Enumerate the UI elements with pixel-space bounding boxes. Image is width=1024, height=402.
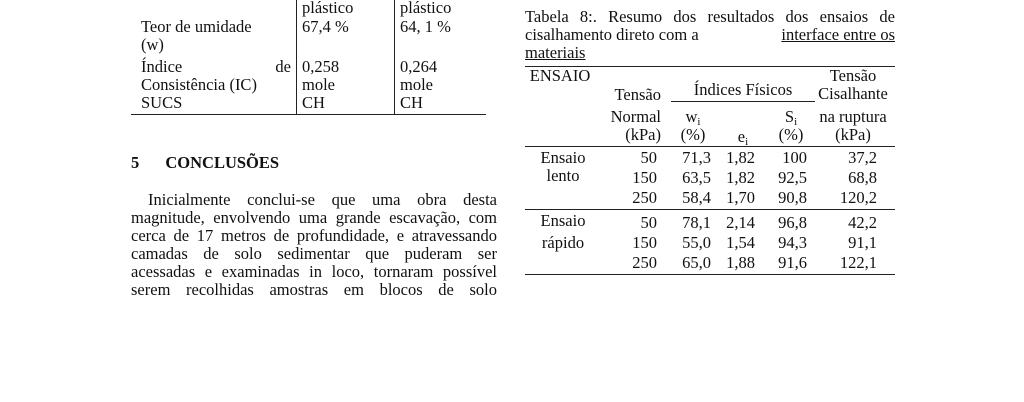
- cell-tensao-cisalhante: 91,1: [848, 233, 877, 252]
- cell-e: 1,82: [726, 148, 755, 167]
- table-row-label: Consistência (IC): [141, 75, 257, 94]
- group-divider-rule: [525, 209, 895, 210]
- group-label: rápido: [541, 233, 585, 252]
- header-s-unit: (%): [778, 125, 804, 144]
- header-bottom-rule: [525, 146, 895, 147]
- shear-results-table: [525, 66, 895, 276]
- cell-tensao-normal: 50: [640, 148, 657, 167]
- table-divider: [296, 0, 297, 114]
- header-e-subscript: i: [745, 136, 749, 148]
- cell-tensao-normal: 50: [640, 213, 657, 232]
- section-number: 5: [131, 153, 140, 172]
- header-s-subscript: i: [794, 116, 798, 128]
- cell-tensao-normal: 250: [632, 188, 657, 207]
- cell-s: 90,8: [778, 188, 807, 207]
- table-cell: CH: [302, 93, 325, 112]
- header-w-subscript: i: [697, 116, 701, 128]
- cell-tensao-cisalhante: 120,2: [839, 188, 877, 207]
- table-cell: CH: [400, 93, 423, 112]
- header-ensaio: ENSAIO: [529, 66, 591, 85]
- conclusion-paragraph: [131, 191, 497, 299]
- header-indices-rule: [671, 101, 815, 102]
- table-divider: [394, 0, 395, 114]
- caption-line: [525, 26, 895, 44]
- paragraph-line: Inicialmente conclui-se que uma obra desta: [148, 190, 497, 209]
- group-label: Ensaio: [540, 211, 586, 230]
- cell-e: 1,88: [726, 253, 755, 272]
- header-w-symbol: w: [685, 107, 698, 126]
- header-s-symbol: S: [784, 107, 795, 126]
- caption-underlined-text: interface entre os: [781, 25, 895, 44]
- table-caption: [525, 8, 895, 62]
- cell-e: 2,14: [726, 213, 755, 232]
- table-cell: plástico: [400, 0, 452, 17]
- cell-tensao-cisalhante: 42,2: [848, 213, 877, 232]
- header-tensao-normal: Tensão: [614, 85, 661, 104]
- cell-w: 63,5: [682, 168, 711, 187]
- header-e-symbol: e: [737, 127, 746, 146]
- cell-w: 55,0: [682, 233, 711, 252]
- table-cell: 0,264: [400, 57, 438, 76]
- header-indices-fisicos: Índices Físicos: [693, 80, 793, 99]
- table-row-label: [141, 18, 291, 36]
- table-bottom-rule: [525, 274, 895, 275]
- cell-tensao-normal: 150: [632, 233, 657, 252]
- caption-line: Tabela 8:. Resumo dos resultados dos ensaios de: [525, 7, 895, 26]
- group-label: Ensaio: [540, 148, 586, 167]
- properties-table: [131, 0, 486, 116]
- header-tensao-cisalhante: Tensão: [829, 66, 877, 85]
- cell-tensao-cisalhante: 68,8: [848, 168, 877, 187]
- table-bottom-rule: [131, 114, 486, 115]
- caption-text: cisalhamento direto com a: [525, 25, 699, 44]
- section-heading: [131, 153, 279, 173]
- header-tensao-normal: (kPa): [625, 125, 661, 144]
- cell-s: 94,3: [778, 233, 807, 252]
- cell-s: 96,8: [778, 213, 807, 232]
- table-cell: 67,4 %: [302, 17, 349, 36]
- cell-w: 58,4: [682, 188, 711, 207]
- cell-tensao-cisalhante: 122,1: [839, 253, 877, 272]
- header-tensao-normal: Normal: [610, 107, 661, 126]
- row-label-text: Teor de umidade: [141, 17, 252, 36]
- caption-underlined-text: materiais: [525, 43, 586, 62]
- table-cell: 0,258: [302, 57, 340, 76]
- paragraph-line: acessadas e examinadas in loco, tornaram possível: [131, 262, 497, 281]
- table-cell: plástico: [302, 0, 354, 17]
- cell-s: 91,6: [778, 253, 807, 272]
- table-row-label: Índice de: [141, 57, 291, 76]
- cell-tensao-normal: 150: [632, 168, 657, 187]
- paragraph-line: serem recolhidas amostras em blocos de solo: [131, 280, 497, 299]
- cell-e: 1,54: [726, 233, 755, 252]
- cell-e: 1,82: [726, 168, 755, 187]
- cell-w: 65,0: [682, 253, 711, 272]
- table-cell: 64, 1 %: [400, 17, 451, 36]
- cell-w: 78,1: [682, 213, 711, 232]
- table-cell: mole: [302, 75, 335, 94]
- table-cell: mole: [400, 75, 433, 94]
- cell-s: 92,5: [778, 168, 807, 187]
- paragraph-line: cerca de 17 metros de profundidade, e atravessando: [131, 226, 497, 245]
- table-row-label: (w): [141, 35, 164, 54]
- paragraph-line: magnitude, envolvendo uma grande escavação, com: [131, 208, 497, 227]
- table-row-label: SUCS: [141, 93, 183, 112]
- cell-w: 71,3: [682, 148, 711, 167]
- cell-tensao-cisalhante: 37,2: [848, 148, 877, 167]
- group-label: lento: [546, 166, 580, 185]
- cell-tensao-normal: 250: [632, 253, 657, 272]
- cell-e: 1,70: [726, 188, 755, 207]
- header-tensao-cisalhante: na ruptura: [819, 107, 887, 126]
- header-tensao-cisalhante: (kPa): [835, 125, 871, 144]
- header-w-unit: (%): [680, 125, 706, 144]
- header-tensao-cisalhante: Cisalhante: [818, 84, 888, 103]
- section-title: CONCLUSÕES: [165, 153, 280, 172]
- paragraph-line: camadas de solo sedimentar que puderam ser: [131, 244, 497, 263]
- cell-s: 100: [782, 148, 807, 167]
